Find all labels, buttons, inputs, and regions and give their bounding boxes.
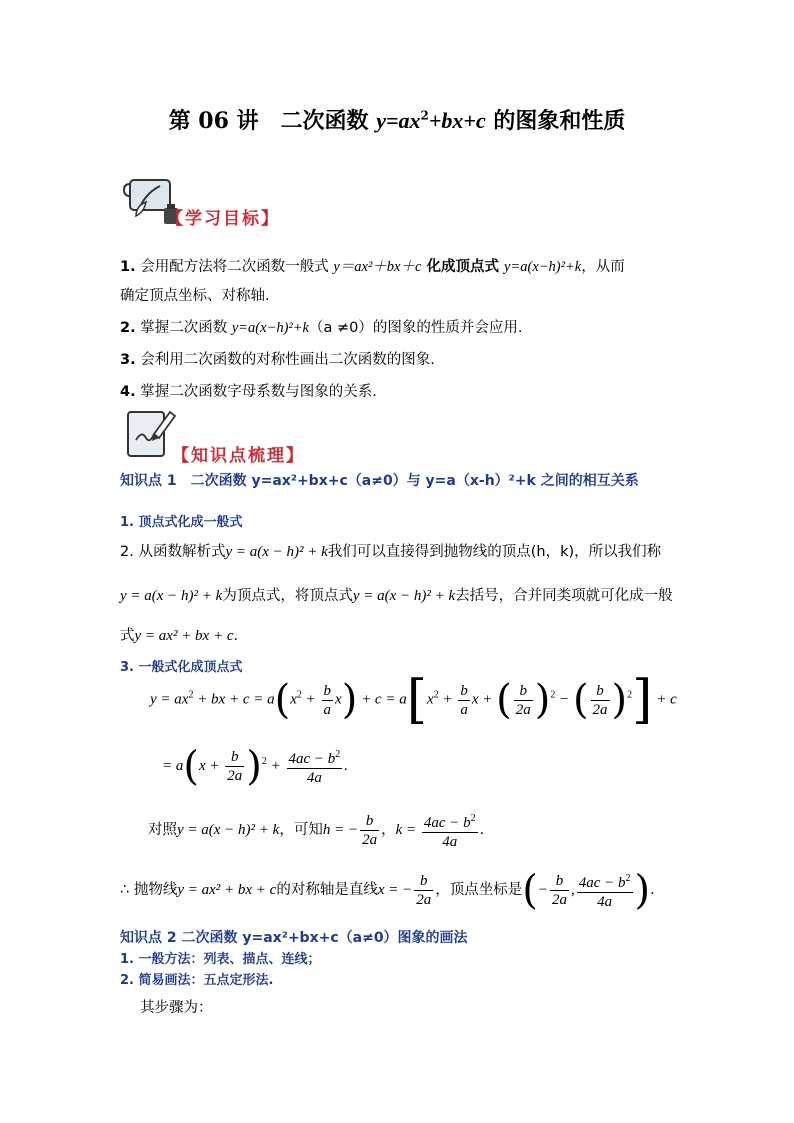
compare-line: 对照y = a(x − h)² + k，可知h = − $\frac{b}{2a}$ ，k = $\frac{4ac - b^2}{4a}$ . [148,810,484,851]
goal-item-1-cont: 确定顶点坐标、对称轴. [120,288,270,304]
goal-item-2: 2. 掌握二次函数 y=a(x−h)²+k（a ≠0）的图象的性质并会应用. [120,320,523,336]
derivation-line-1: $y = ax^2$ + bx + $c = a(x^2$ + $\frac{b}{a}$ $x) + c = a[x^2$ + $\frac{b}{a}$ x + ( $\frac{b}{2a}$ )$^2$ − ( $\frac{b}{2a}$ )$^2$] + c [150,670,677,730]
goal-item-4: 4. 掌握二次函数字母系数与图象的关系. [120,384,377,400]
therefore-line: ∴ 抛物线y = ax² + bx + c的对称轴是直线x = − $\frac{b}{2a}$ ，顶点坐标是(− $\frac{b}{2a}$ , $\frac{4ac - b^2}{4a}$ )． [120,867,665,914]
k1-item-2-line2: y = a(x − h)² + k为顶点式，将顶点式y = a(x − h)² + k去括号，合并同类项就可化成一般 [120,588,673,604]
k1-heading: 知识点 1 二次函数 y=ax²+bx+c（a≠0）与 y=a（x-h）²+k 之间的相互关系 [120,473,639,489]
goal-item-3: 3. 会利用二次函数的对称性画出二次函数的图象. [120,352,435,368]
k2-heading: 知识点 2 二次函数 y=ax²+bx+c（a≠0）图象的画法 [120,930,468,946]
k2-steps: 其步骤为： [140,1000,213,1016]
k2-item-2: 2. 简易画法：五点定形法. [120,973,274,988]
k1-item-2: 2. 从函数解析式y = a(x − h)² + k我们可以直接得到抛物线的顶点(h，k)，所以我们称 [120,544,662,560]
notebook-pencil-icon [124,404,176,460]
k1-item-1: 1. 顶点式化成一般式 [120,515,243,530]
knowledge-banner: 【知识点梳理】 [172,446,305,466]
k2-item-1: 1. 一般方法：列表、描点、连线； [120,952,321,967]
k1-item-2-line3: 式y = ax² + bx + c． [120,628,248,644]
page-title: 第 06 讲 二次函数 $y=ax^2+bx+c$ 的图象和性质 [168,108,626,134]
k1-item-3: 3. 一般式化成顶点式 [120,660,243,675]
derivation-line-2: = a(x + $\frac{b}{2a}$ )$^2$ + $\frac{4ac - b^2}{4a}$ . [162,743,349,790]
goals-banner: 【学习目标】 [166,209,280,229]
goal-item-1: 1. 会用配方法将二次函数一般式 y＝ax²＋bx＋c 化成顶点式 y=a(x−h)²+k，从而 [120,259,625,275]
